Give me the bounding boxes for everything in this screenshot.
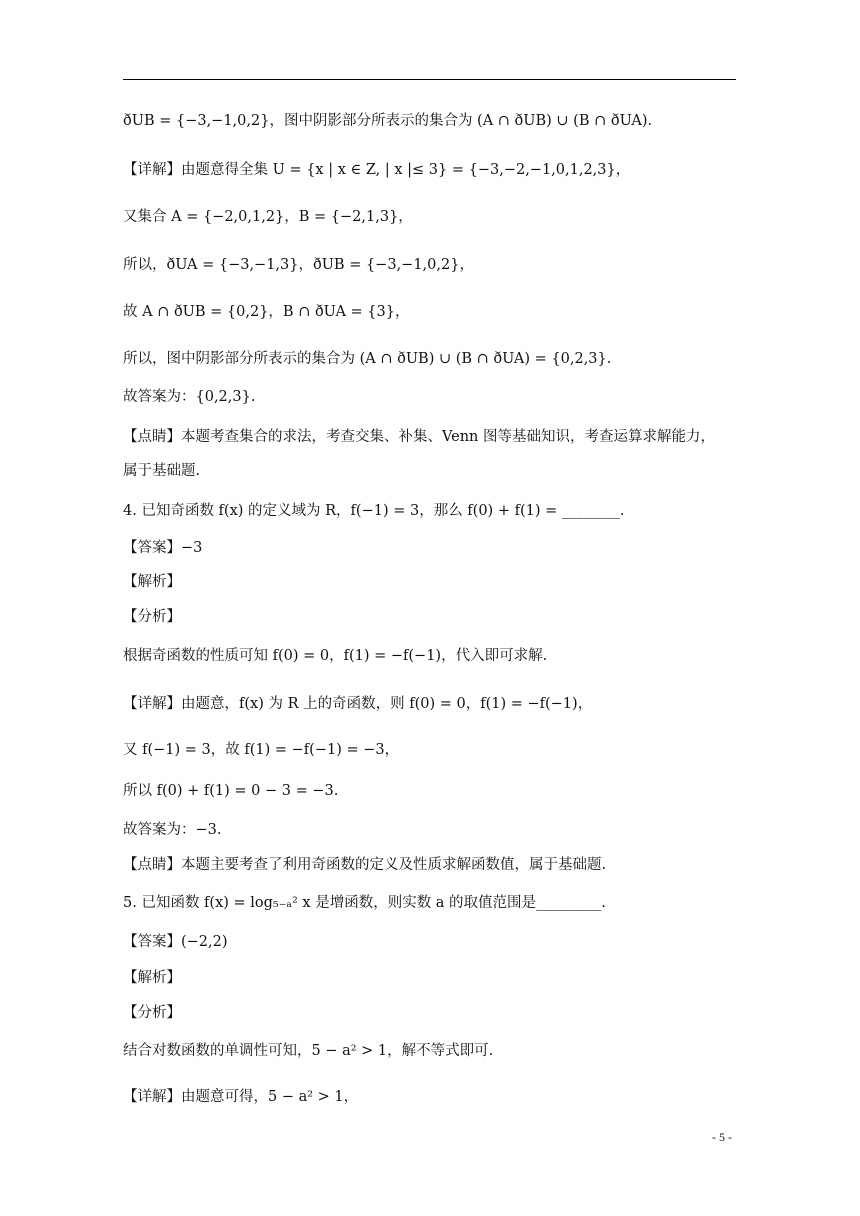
text-line: 【详解】由题意可得，5 − a² > 1， [123, 1089, 359, 1105]
analysis-sub-label: 【分析】 [123, 609, 181, 625]
text-line: 结合对数函数的单调性可知，5 − a² > 1，解不等式即可. [123, 1043, 494, 1059]
text-line: 又集合 A = {−2,0,1,2}，B = {−2,1,3}， [123, 209, 413, 225]
analysis-label: 【解析】 [123, 970, 181, 986]
text-line: 所以，ðUA = {−3,−1,3}，ðUB = {−3,−1,0,2}， [123, 257, 474, 273]
text-line: 【详解】由题意，f(x) 为 R 上的奇函数，则 f(0) = 0，f(1) = −f(−1)， [123, 696, 593, 712]
question-4: 4. 已知奇函数 f(x) 的定义域为 R，f(−1) = 3，那么 f(0) + f(1) = ________. [123, 503, 625, 519]
answer-label: 【答案】(−2,2) [123, 934, 228, 950]
answer-label: 【答案】−3 [123, 540, 203, 556]
analysis-label: 【解析】 [123, 574, 181, 590]
text-line: 所以 f(0) + f(1) = 0 − 3 = −3. [123, 783, 339, 799]
text-line: 根据奇函数的性质可知 f(0) = 0，f(1) = −f(−1)，代入即可求解. [123, 648, 548, 664]
text-line: 属于基础题. [123, 463, 201, 479]
text-line: 又 f(−1) = 3，故 f(1) = −f(−1) = −3， [123, 742, 400, 758]
text-line: 故答案为：{0,2,3}. [123, 389, 256, 405]
text-line: 所以，图中阴影部分所表示的集合为 (A ∩ ðUB) ∪ (B ∩ ðUA) = {0,2,3}. [123, 351, 612, 367]
text-line: 【详解】由题意得全集 U = {x | x ∈ Z, | x |≤ 3} = {−3,−2,−1,0,1,2,3}， [123, 162, 631, 178]
header-rule [123, 79, 736, 80]
page-number: - 5 - [712, 1130, 732, 1144]
question-5: 5. 已知函数 f(x) = log₅₋ₐ² x 是增函数，则实数 a 的取值范围是_________. [123, 895, 606, 911]
text-line: 【点睛】本题考查集合的求法，考查交集、补集、Venn 图等基础知识，考查运算求解能力， [123, 429, 716, 445]
analysis-sub-label: 【分析】 [123, 1005, 181, 1021]
text-line: 【点睛】本题主要考查了利用奇函数的定义及性质求解函数值，属于基础题. [123, 857, 607, 873]
text-line: 故 A ∩ ðUB = {0,2}，B ∩ ðUA = {3}， [123, 304, 410, 320]
text-line: 故答案为：−3. [123, 822, 222, 838]
text-line: ðUB = {−3,−1,0,2}，图中阴影部分所表示的集合为 (A ∩ ðUB) ∪ (B ∩ ðUA). [123, 113, 653, 129]
